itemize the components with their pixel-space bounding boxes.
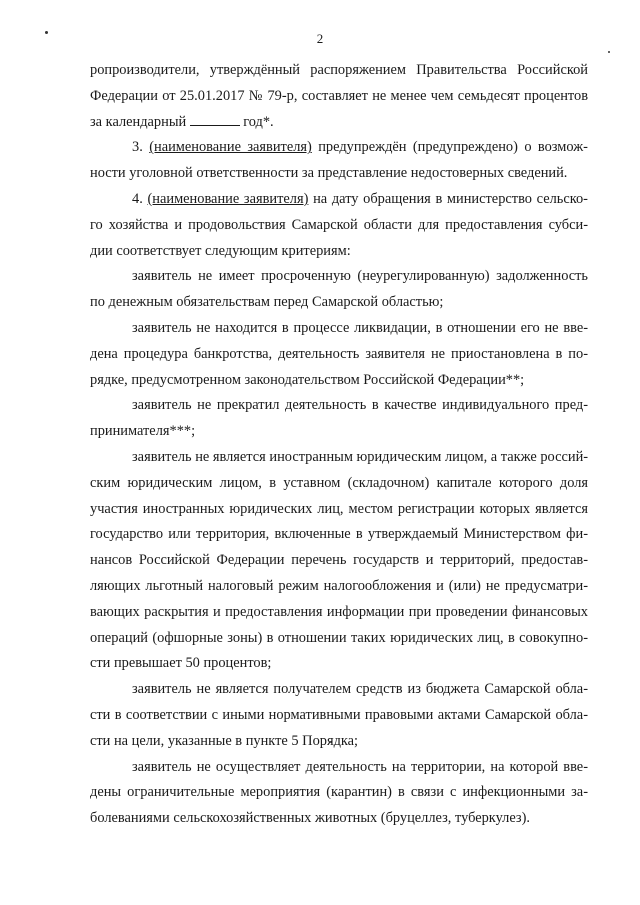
- text-line: участия иностранных юридических лиц, местом регистрации которых является: [90, 500, 588, 517]
- text-line: сти в соответствии с иными нормативными правовыми актами Самарской обла-: [90, 706, 588, 723]
- text-line: сти превышает 50 процентов;: [90, 655, 272, 672]
- text-line: по денежным обязательствам перед Самарской областью;: [90, 294, 444, 311]
- text-line: заявитель не осуществляет деятельность на территории, на которой вве-: [132, 758, 588, 775]
- text-line: [90, 110, 588, 136]
- item-number: 4.: [132, 190, 143, 207]
- text-line: болеваниями сельскохозяйственных животных (бруцеллез, туберкулез).: [90, 810, 530, 827]
- text-line: Федерации от 25.01.2017 № 79-р, составляет не менее чем семьдесят процентов: [90, 87, 588, 104]
- text-line: ропроизводители, утверждённый распоряжением Правительства Российской: [90, 62, 588, 78]
- text-line: нансов Российской Федерации перечень государств и территорий, предостав-: [90, 552, 588, 569]
- text-fragment: за календарный: [90, 113, 187, 130]
- applicant-name-placeholder: (наименование заявителя): [147, 190, 309, 207]
- text-line: государство или территория, включенные в утверждаемый Министерством фи-: [90, 526, 588, 543]
- text-line: принимателя***;: [90, 423, 196, 440]
- scan-speck: [608, 51, 610, 53]
- blank-year-field: [190, 111, 240, 126]
- text-line: заявитель не находится в процессе ликвидации, в отношении его не вве-: [132, 319, 588, 336]
- text-line: дии соответствует следующим критериям:: [90, 242, 351, 259]
- text-line: дена процедура банкротства, деятельность заявителя не приостановлена в по-: [90, 345, 588, 362]
- text-line: операций (офшорные зоны) в отношении таких юридических лиц, в совокупно-: [90, 629, 588, 646]
- text-fragment: год*.: [243, 113, 274, 130]
- text-line: заявитель не является получателем средств из бюджета Самарской обла-: [132, 681, 588, 698]
- text-line: рядке, предусмотренном законодательством Российской Федерации**;: [90, 371, 525, 388]
- document-body: [90, 58, 588, 832]
- text-line: сти на цели, указанные в пункте 5 Порядка;: [90, 732, 359, 749]
- text-line: ским юридическим лицом, в уставном (складочном) капитале которого доля: [90, 474, 588, 491]
- text-line: ности уголовной ответственности за представление недостоверных сведений.: [90, 165, 568, 182]
- item-number: 3.: [132, 139, 143, 156]
- text-line: заявитель не является иностранным юридическим лицом, а также россий-: [132, 448, 589, 465]
- text-line: го хозяйства и продовольствия Самарской области для предоставления субси-: [90, 216, 588, 233]
- page-number: 2: [316, 31, 324, 46]
- text-line: [90, 135, 588, 161]
- text-line: ляющих льготный налоговый режим налогообложения и (или) не предусматри-: [90, 577, 588, 594]
- text-line: вающих раскрытия и предоставления информации при проведении финансовых: [90, 603, 588, 620]
- text-line: заявитель не прекратил деятельность в качестве индивидуального пред-: [132, 397, 588, 414]
- text-fragment: предупреждён (предупреждено) о возмож-: [318, 139, 588, 156]
- text-line: дены ограничительные мероприятия (карантин) в связи с инфекционными за-: [90, 784, 588, 801]
- text-line: [90, 187, 588, 213]
- text-line: заявитель не имеет просроченную (неурегулированную) задолженность: [132, 268, 588, 285]
- applicant-name-placeholder: (наименование заявителя): [149, 139, 312, 156]
- text-fragment: на дату обращения в министерство сельско-: [313, 190, 588, 207]
